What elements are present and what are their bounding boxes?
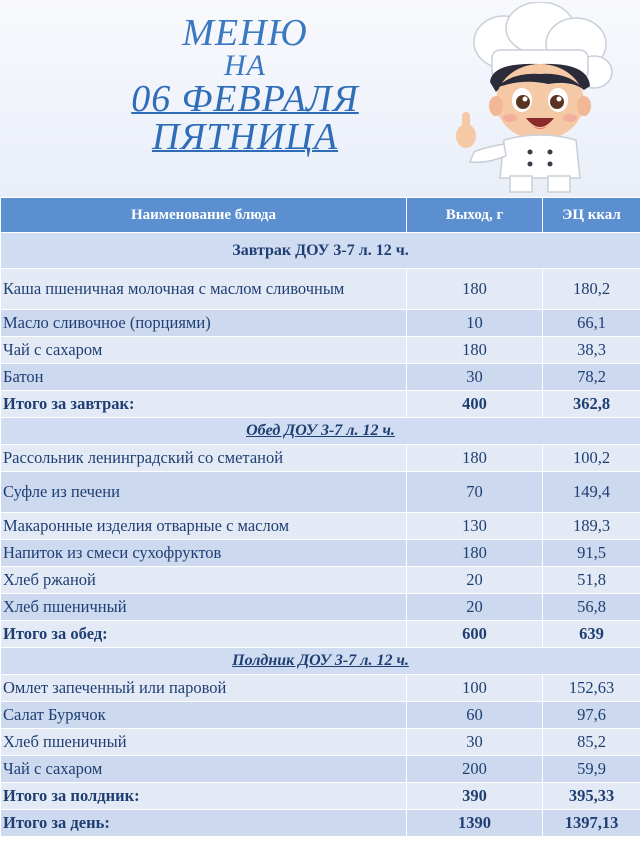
total-row-snack bbox=[1, 783, 640, 810]
dish-kcal: 51,8 bbox=[543, 567, 640, 594]
dish-name: Масло сливочное (порциями) bbox=[1, 310, 407, 337]
dish-name: Суфле из печени bbox=[1, 472, 407, 513]
total-label: Итого за обед: bbox=[1, 621, 407, 648]
title-line-na: НА bbox=[224, 49, 266, 82]
table-row bbox=[1, 364, 640, 391]
table-row bbox=[1, 756, 640, 783]
total-weight: 390 bbox=[407, 783, 543, 810]
menu-table bbox=[0, 197, 640, 837]
title-line-date: 06 ФЕВРАЛЯ bbox=[131, 78, 359, 120]
section-title: Обед ДОУ 3-7 л. 12 ч. bbox=[1, 418, 640, 445]
dish-name: Омлет запеченный или паровой bbox=[1, 675, 407, 702]
table-row bbox=[1, 675, 640, 702]
dish-kcal: 66,1 bbox=[543, 310, 640, 337]
dish-name: Хлеб пшеничный bbox=[1, 729, 407, 756]
dish-weight: 20 bbox=[407, 567, 543, 594]
total-label: Итого за завтрак: bbox=[1, 391, 407, 418]
table-row bbox=[1, 337, 640, 364]
table-row bbox=[1, 567, 640, 594]
dish-weight: 10 bbox=[407, 310, 543, 337]
dish-name: Каша пшеничная молочная с маслом сливочным bbox=[1, 269, 407, 310]
dish-weight: 180 bbox=[407, 445, 543, 472]
dish-weight: 20 bbox=[407, 594, 543, 621]
table-row bbox=[1, 513, 640, 540]
col-header-dish: Наименование блюда bbox=[1, 198, 407, 233]
menu-title bbox=[95, 14, 395, 156]
dish-name: Рассольник ленинградский со сметаной bbox=[1, 445, 407, 472]
dish-kcal: 97,6 bbox=[543, 702, 640, 729]
total-kcal: 1397,13 bbox=[543, 810, 640, 837]
dish-weight: 130 bbox=[407, 513, 543, 540]
table-row bbox=[1, 594, 640, 621]
section-title: Полдник ДОУ 3-7 л. 12 ч. bbox=[1, 648, 640, 675]
dish-weight: 100 bbox=[407, 675, 543, 702]
total-label: Итого за полдник: bbox=[1, 783, 407, 810]
dish-weight: 180 bbox=[407, 337, 543, 364]
dish-name: Чай с сахаром bbox=[1, 756, 407, 783]
dish-name: Чай с сахаром bbox=[1, 337, 407, 364]
col-header-kcal: ЭЦ ккал bbox=[543, 198, 640, 233]
dish-kcal: 180,2 bbox=[543, 269, 640, 310]
menu-header bbox=[0, 0, 640, 198]
table-row bbox=[1, 472, 640, 513]
dish-kcal: 78,2 bbox=[543, 364, 640, 391]
dish-name: Хлеб ржаной bbox=[1, 567, 407, 594]
dish-kcal: 56,8 bbox=[543, 594, 640, 621]
dish-weight: 30 bbox=[407, 364, 543, 391]
dish-weight: 70 bbox=[407, 472, 543, 513]
dish-name: Батон bbox=[1, 364, 407, 391]
total-kcal: 362,8 bbox=[543, 391, 640, 418]
dish-kcal: 149,4 bbox=[543, 472, 640, 513]
table-row bbox=[1, 702, 640, 729]
dish-name: Напиток из смеси сухофруктов bbox=[1, 540, 407, 567]
total-row-day bbox=[1, 810, 640, 837]
section-title: Завтрак ДОУ 3-7 л. 12 ч. bbox=[1, 233, 640, 269]
dish-kcal: 38,3 bbox=[543, 337, 640, 364]
title-line-weekday: ПЯТНИЦА bbox=[151, 116, 339, 158]
dish-name: Салат Бурячок bbox=[1, 702, 407, 729]
section-breakfast bbox=[1, 233, 640, 269]
total-kcal: 639 bbox=[543, 621, 640, 648]
table-row bbox=[1, 269, 640, 310]
title-line-menu: МЕНЮ bbox=[182, 12, 308, 54]
total-weight: 1390 bbox=[407, 810, 543, 837]
dish-kcal: 85,2 bbox=[543, 729, 640, 756]
dish-weight: 30 bbox=[407, 729, 543, 756]
chef-illustration-icon bbox=[452, 2, 617, 196]
dish-kcal: 59,9 bbox=[543, 756, 640, 783]
total-weight: 600 bbox=[407, 621, 543, 648]
table-header-row bbox=[1, 198, 640, 233]
total-row-lunch bbox=[1, 621, 640, 648]
dish-name: Хлеб пшеничный bbox=[1, 594, 407, 621]
section-snack bbox=[1, 648, 640, 675]
dish-kcal: 100,2 bbox=[543, 445, 640, 472]
dish-weight: 180 bbox=[407, 269, 543, 310]
table-row bbox=[1, 445, 640, 472]
total-kcal: 395,33 bbox=[543, 783, 640, 810]
table-row bbox=[1, 540, 640, 567]
total-label: Итого за день: bbox=[1, 810, 407, 837]
dish-name: Макаронные изделия отварные с маслом bbox=[1, 513, 407, 540]
section-lunch bbox=[1, 418, 640, 445]
table-row bbox=[1, 310, 640, 337]
dish-kcal: 189,3 bbox=[543, 513, 640, 540]
dish-weight: 60 bbox=[407, 702, 543, 729]
dish-weight: 180 bbox=[407, 540, 543, 567]
total-weight: 400 bbox=[407, 391, 543, 418]
dish-kcal: 152,63 bbox=[543, 675, 640, 702]
dish-kcal: 91,5 bbox=[543, 540, 640, 567]
table-row bbox=[1, 729, 640, 756]
col-header-weight: Выход, г bbox=[407, 198, 543, 233]
total-row-breakfast bbox=[1, 391, 640, 418]
dish-weight: 200 bbox=[407, 756, 543, 783]
